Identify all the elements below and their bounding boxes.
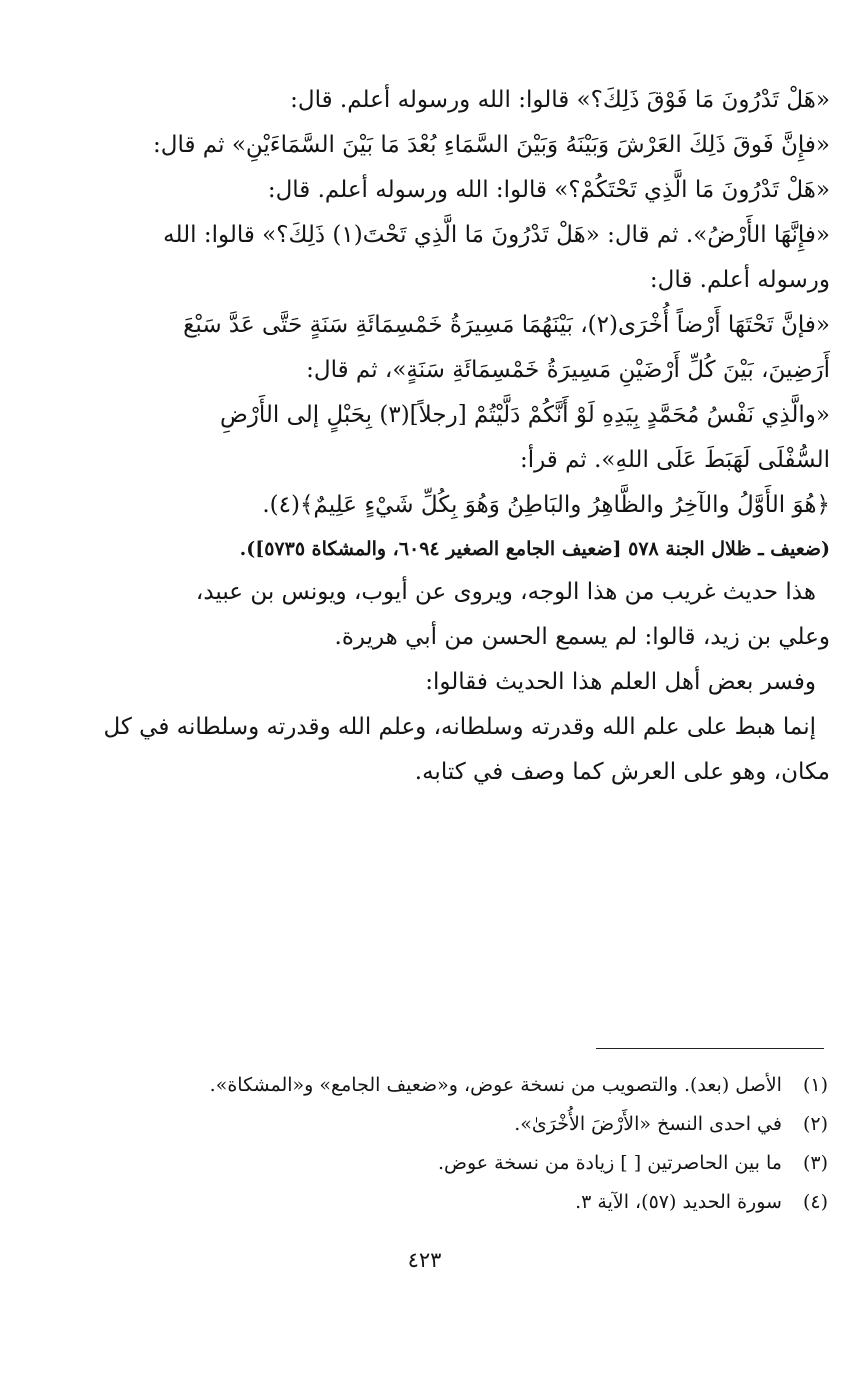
- footnote: [100, 1144, 828, 1183]
- text-line: وعلي بن زيد، قالوا: لم يسمع الحسن من أبي هريرة.: [334, 624, 830, 650]
- footnote: [100, 1105, 828, 1144]
- text-line: ورسوله أعلم. قال:: [649, 267, 830, 293]
- hadith-grading: (ضعيف ـ ظلال الجنة ٥٧٨ [ضعيف الجامع الصغير ٦٠٩٤، والمشكاة ٥٧٣٥]).: [239, 538, 830, 560]
- text-line: السُّفْلَى لَهَبَطَ عَلَى اللهِ». ثم قرأ:: [519, 447, 830, 473]
- footnote-number: (٣): [802, 1152, 828, 1174]
- text-line: «والَّذِي نَفْسُ مُحَمَّدٍ بِيَدِهِ لَوْ أَنَّكُمْ دَلَّيْتُمْ [رجلاً](٣) بِحَبْلٍ إلى الأَرْضِ: [219, 402, 830, 428]
- footnote-text: سورة الحديد (٥٧)، الآية ٣.: [575, 1191, 782, 1213]
- text-line: «هَلْ تَدْرُونَ مَا الَّذِي تَحْتَكُمْ؟» قالوا: الله ورسوله أعلم. قال:: [267, 177, 830, 203]
- footnote-number: (١): [802, 1074, 828, 1096]
- footnote-separator: [596, 1048, 824, 1049]
- text-line: هذا حديث غريب من هذا الوجه، ويروى عن أيوب، ويونس بن عبيد،: [195, 579, 816, 605]
- text-line: أَرَضِينَ، بَيْنَ كُلِّ أَرْضَيْنِ مَسِيرَةُ خَمْسِمَائَةِ سَنَةٍ»، ثم قال:: [306, 357, 830, 383]
- text-line: «فإِنَّ فَوقَ ذَلِكَ العَرْشَ وَبَيْنَهُ وَبَيْنَ السَّمَاءِ بُعْدَ مَا بَيْنَ السَّمَاءَيْنِ» ثم قال:: [153, 132, 830, 158]
- text-line: «فإِنَّهَا الأَرْضُ». ثم قال: «هَلْ تَدْرُونَ مَا الَّذِي تَحْتَ(١) ذَلِكَ؟» قالوا: الله: [163, 222, 830, 248]
- footnote-text: في احدى النسخ «الأَرْضَ الأُخْرَىٰ».: [514, 1113, 782, 1135]
- footnote-text: الأصل (بعد). والتصويب من نسخة عوض، و«ضعيف الجامع» و«المشكاة».: [209, 1074, 782, 1096]
- text-line: «هَلْ تَدْرُونَ مَا فَوْقَ ذَلِكَ؟» قالوا: الله ورسوله أعلم. قال:: [290, 87, 830, 113]
- footnotes: [100, 1066, 828, 1222]
- footnote-text: ما بين الحاصرتين [ ] زيادة من نسخة عوض.: [437, 1152, 782, 1174]
- text-line: مكان، وهو على العرش كما وصف في كتابه.: [414, 759, 830, 785]
- quran-verse: ﴿هُوَ الأَوَّلُ والآخِرُ والظَّاهِرُ والبَاطِنُ وَهُوَ بِكُلِّ شَيْءٍ عَلِيمٌ﴾(٤).: [262, 492, 830, 518]
- footnote: [100, 1183, 828, 1222]
- footnote-number: (٤): [802, 1191, 828, 1213]
- footnote: [100, 1066, 828, 1105]
- page-number: ٤٢٣: [407, 1248, 442, 1272]
- text-line: «فإنَّ تَحْتَهَا أَرْضاً أُخْرَى(٢)، بَيْنَهُمَا مَسِيرَةُ خَمْسِمَائَةِ سَنَةٍ حَتَّى عَدَّ سَبْعَ: [183, 312, 830, 338]
- main-text: [70, 78, 830, 795]
- text-line: وفسر بعض أهل العلم هذا الحديث فقالوا:: [425, 669, 816, 695]
- footnote-number: (٢): [802, 1113, 828, 1135]
- text-line: إنما هبط على علم الله وقدرته وسلطانه، وعلم الله وقدرته وسلطانه في كل: [103, 714, 816, 740]
